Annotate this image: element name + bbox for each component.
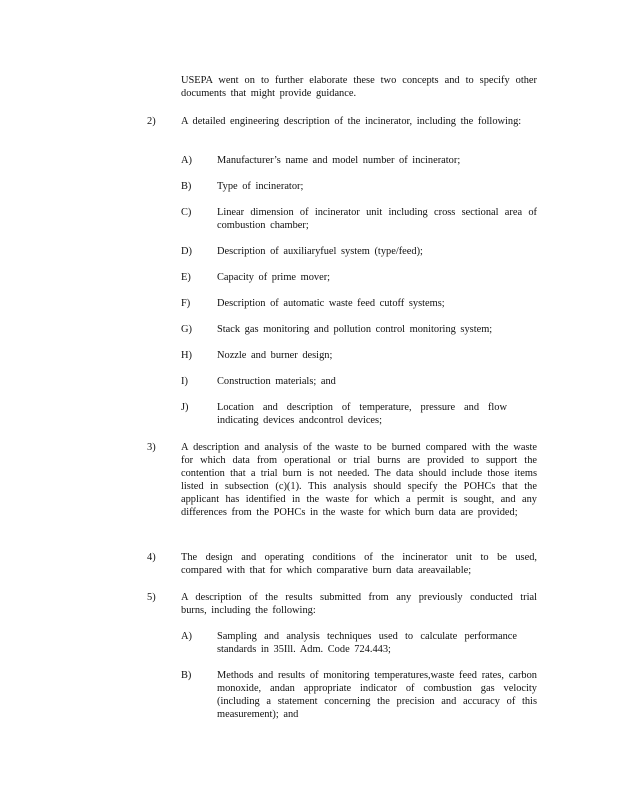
item-2-c-text: Linear dimension of incinerator unit including cross sectional area of combustion chamber;	[217, 207, 537, 231]
item-4-number: 4)	[147, 552, 156, 563]
item-2-h-label: H)	[181, 350, 192, 361]
item-3-number: 3)	[147, 442, 156, 453]
item-2-b-text: Type of incinerator;	[217, 181, 304, 192]
item-2-c-label: C)	[181, 207, 192, 218]
item-2-a-label: A)	[181, 155, 192, 166]
intro-paragraph: USEPA went on to further elaborate these two concepts and to specify other documents that might provide guidance.	[181, 75, 537, 99]
item-3-text: A description and analysis of the waste to be burned compared with the waste for which data from operational or trial burns are provided to support the contention that a trial burn is not needed. The data should include those items listed in subsection (c)(1). This analysis should specify the POHCs that the applicant has identified in the waste for which a permit is sought, and any differences from the POHCs in the waste for which burn data are provided;	[181, 442, 537, 518]
item-2-d-text: Description of auxiliaryfuel system (type/feed);	[217, 246, 423, 257]
item-2-number: 2)	[147, 116, 156, 127]
item-2-g-label: G)	[181, 324, 192, 335]
item-2-text: A detailed engineering description of the incinerator, including the following:	[181, 116, 522, 127]
item-2-h-text: Nozzle and burner design;	[217, 350, 333, 361]
item-4-text: The design and operating conditions of the incinerator unit to be used, compared with that for which comparative burn data areavailable;	[181, 552, 537, 576]
item-2-g-text: Stack gas monitoring and pollution control monitoring system;	[217, 324, 493, 335]
item-2-d-label: D)	[181, 246, 192, 257]
item-2-e-label: E)	[181, 272, 191, 283]
item-2-j-text: Location and description of temperature, pressure and flow indicating devices andcontrol devices;	[217, 402, 507, 426]
item-2-i-label: I)	[181, 376, 188, 387]
item-2-j-label: J)	[181, 402, 189, 413]
item-5-a-label: A)	[181, 631, 192, 642]
item-5-b-text: Methods and results of monitoring temperatures,waste feed rates, carbon monoxide, andan appropriate indicator of combustion gas velocity (including a statement concerning the precision and accuracy of this measurement); and	[217, 670, 537, 720]
item-5-a-text: Sampling and analysis techniques used to calculate performance standards in 35Ill. Adm. Code 724.443;	[217, 631, 517, 655]
item-2-f-label: F)	[181, 298, 191, 309]
item-2-b-label: B)	[181, 181, 192, 192]
item-5-text: A description of the results submitted from any previously conducted trial burns, including the following:	[181, 592, 537, 616]
item-2-a-text: Manufacturer’s name and model number of incinerator;	[217, 155, 461, 166]
item-2-f-text: Description of automatic waste feed cutoff systems;	[217, 298, 445, 309]
item-2-e-text: Capacity of prime mover;	[217, 272, 331, 283]
item-5-b-label: B)	[181, 670, 192, 681]
item-5-number: 5)	[147, 592, 156, 603]
item-2-i-text: Construction materials; and	[217, 376, 336, 387]
